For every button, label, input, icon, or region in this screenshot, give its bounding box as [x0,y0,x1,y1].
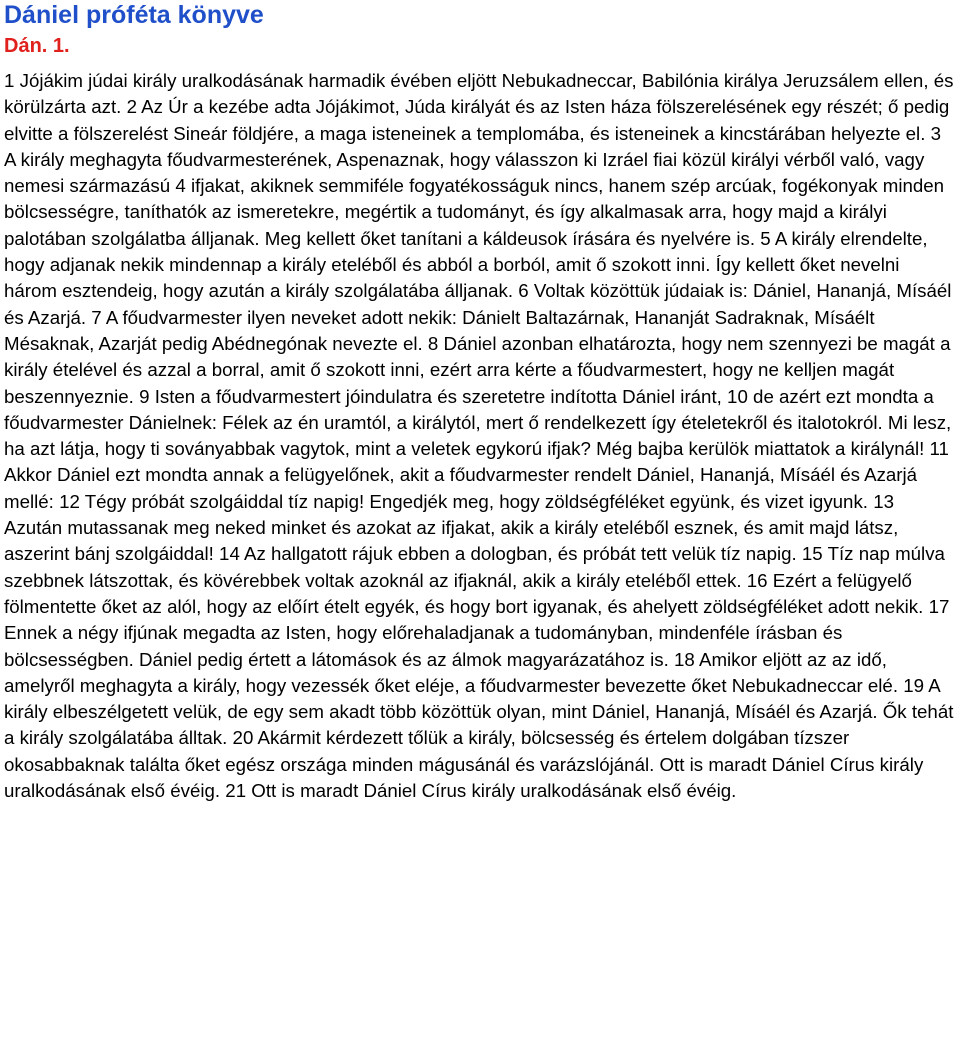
verse-text: A király elrendelte, hogy adjanak nekik mindennap a király eteléből és abból a borból, amit ő szokott inni. Így kellett őket nevelni három esztendeig, hogy azután a király szolgálatába álljanak. [4,227,928,302]
verse-text: Isten a főudvarmestert jóindulatra és szeretetre indította Dániel iránt, [154,385,722,407]
verse-text: de azért ezt mondta a főudvarmester Dánielnek: Félek az én uramtól, a királytól, mert ő rendelkezett így ételetekről és italotokról. Mi lesz, ha azt látja, hogy ti soványabbak vagytok, mint a veletek egykorú ifjak? Még bajba kerülök miattatok a királynál! [4,385,952,460]
verse-number: 12 [59,490,80,512]
verse-text: Ott is maradt Dániel Círus király uralkodásának első évéig. [251,780,737,802]
verse [4,96,949,143]
verse-number: 9 [139,385,150,407]
verse-number: 8 [427,332,439,354]
verse-number: 13 [873,490,894,512]
document-page [4,0,956,804]
verse-text-tail: Ott is maradt Dániel Círus király uralkodásának első évéig. [4,753,924,802]
verse-text: Akármit kérdezett tőlük a király, bölcsesség és értelem dolgában tízszer okosabbaknak találta őket egész országa minden mágusánál és varázslójánál. [4,727,850,775]
verse-text: Az Úr a kezébe adta Jójákimot, Júda királyát és az Isten háza fölszerelésének egy részét; ő pedig elvitte a fölszerelést Sineár földjére, a maga isteneinek a templomába, és isteneinek a kincstárában helyezte el. [4,96,950,144]
verse [225,780,736,801]
verse-number: 6 [518,280,529,302]
verse-text: A király elbeszélgetett velük, de egy sem akadt több közöttük olyan, mint Dániel, Hananjá, Mísáél és Azarjá. Ők tehát a király szolgálatába álltak. [4,674,954,749]
verse-number: 7 [91,306,102,328]
verse-text: Voltak közöttük júdaiak is: Dániel, Hananjá, Mísáél és Azarjá. [4,280,952,328]
verse-text: Akkor Dániel ezt mondta annak a felügyelőnek, akit a főudvarmester rendelt Dániel, Hananjá, Mísáél és Azarjá mellé: [4,464,918,512]
book-title: Dániel próféta könyve [4,1,264,29]
verse-number: 10 [727,385,748,407]
verse-text: Dániel azonban elhatározta, hogy nem szennyezi be magát a király ételével és azzal a borral, amit ő szokott inni, ezért arra kérte a főudvarmestert, hogy ne kelljen magát beszennyeznie. [4,332,951,407]
verse-text: Ennek a négy ifjúnak megadta az Isten, hogy előrehaladjanak a tudományban, mindenféle írásban és bölcsességben. Dániel pedig értett a látomások és az álmok magyarázatához is. [4,622,843,670]
verse [59,491,868,512]
verse [139,386,722,407]
verse-text: Tégy próbát szolgáiddal tíz napig! Engedjék meg, hogy zöldségféléket együnk, és vizet igyunk. [84,490,868,512]
verse-text: Amikor eljött az az idő, amelyről meghagyta a király, hogy vezessék őket eléje, a főudvarmester bevezette őket Nebukadneccar elé. [4,648,899,696]
verse-number: 4 [175,175,186,197]
verse [219,543,797,564]
chapter-heading: Dán. 1. [4,35,70,57]
verse-number: 14 [219,543,240,565]
verse-text: Tíz nap múlva szebbnek látszottak, és kövérebbek voltak azoknál az ifjaknál, akik a király eteléből ettek. [4,543,945,591]
verse-number: 11 [929,438,949,460]
verse-number: 15 [801,543,823,565]
verse-number: 17 [928,595,950,617]
verse-text: Azután mutassanak meg neked minket és azokat az ifjakat, akik a király eteléből esznek, és amit majd látsz, aszerint bánj szolgáiddal! [4,517,899,565]
verse-number: 5 [760,227,771,249]
verse-text: ifjakat, akiknek semmiféle fogyatékosságuk nincs, hanem szép arcúak, fogékonyak minden bölcsességre, taníthatók az ismeretekre, megértik a tudományt, és így alkalmasak arra, hogy majd a királyi palotában szolgálatba álljanak. Meg kellett őket tanítani a káldeusok írására és nyelvére is. [4,175,945,249]
verse-number: 21 [225,780,247,802]
verse-number: 18 [674,648,695,670]
verse-text: Az hallgatott rájuk ebben a dologban, és próbát tett velük tíz napig. [244,543,797,565]
verse-number: 16 [746,569,768,591]
verse-number: 1 [4,70,15,91]
verse-text: A főudvarmester ilyen neveket adott nekik: Dánielt Baltazárnak, Hananját Sadraknak, Mísáélt Mésaknak, Azarját pedig Abédnegónak nevezte el. [4,306,875,354]
chapter-body [4,68,956,804]
verse-number: 19 [903,674,925,696]
verse-number: 2 [126,96,137,118]
verse-text: Jójákim júdai király uralkodásának harmadik évében eljött Nebukadneccar, Babilónia királya Jeruzsálem ellen, és körülzárta azt. [4,70,954,118]
verse-number: 20 [232,727,254,749]
verse-number: 3 [930,122,941,144]
verse-text: Ezért a felügyelő fölmentette őket az alól, hogy az előírt ételt egyék, és hogy bort igyanak, és ahelyett zöldségféléket adott nekik. [4,569,924,617]
verse-text: A király meghagyta főudvarmesterének, Aspenaznak, hogy válasszon ki Izráel fiai közül királyi vérből való, vagy nemesi származású [4,148,925,197]
